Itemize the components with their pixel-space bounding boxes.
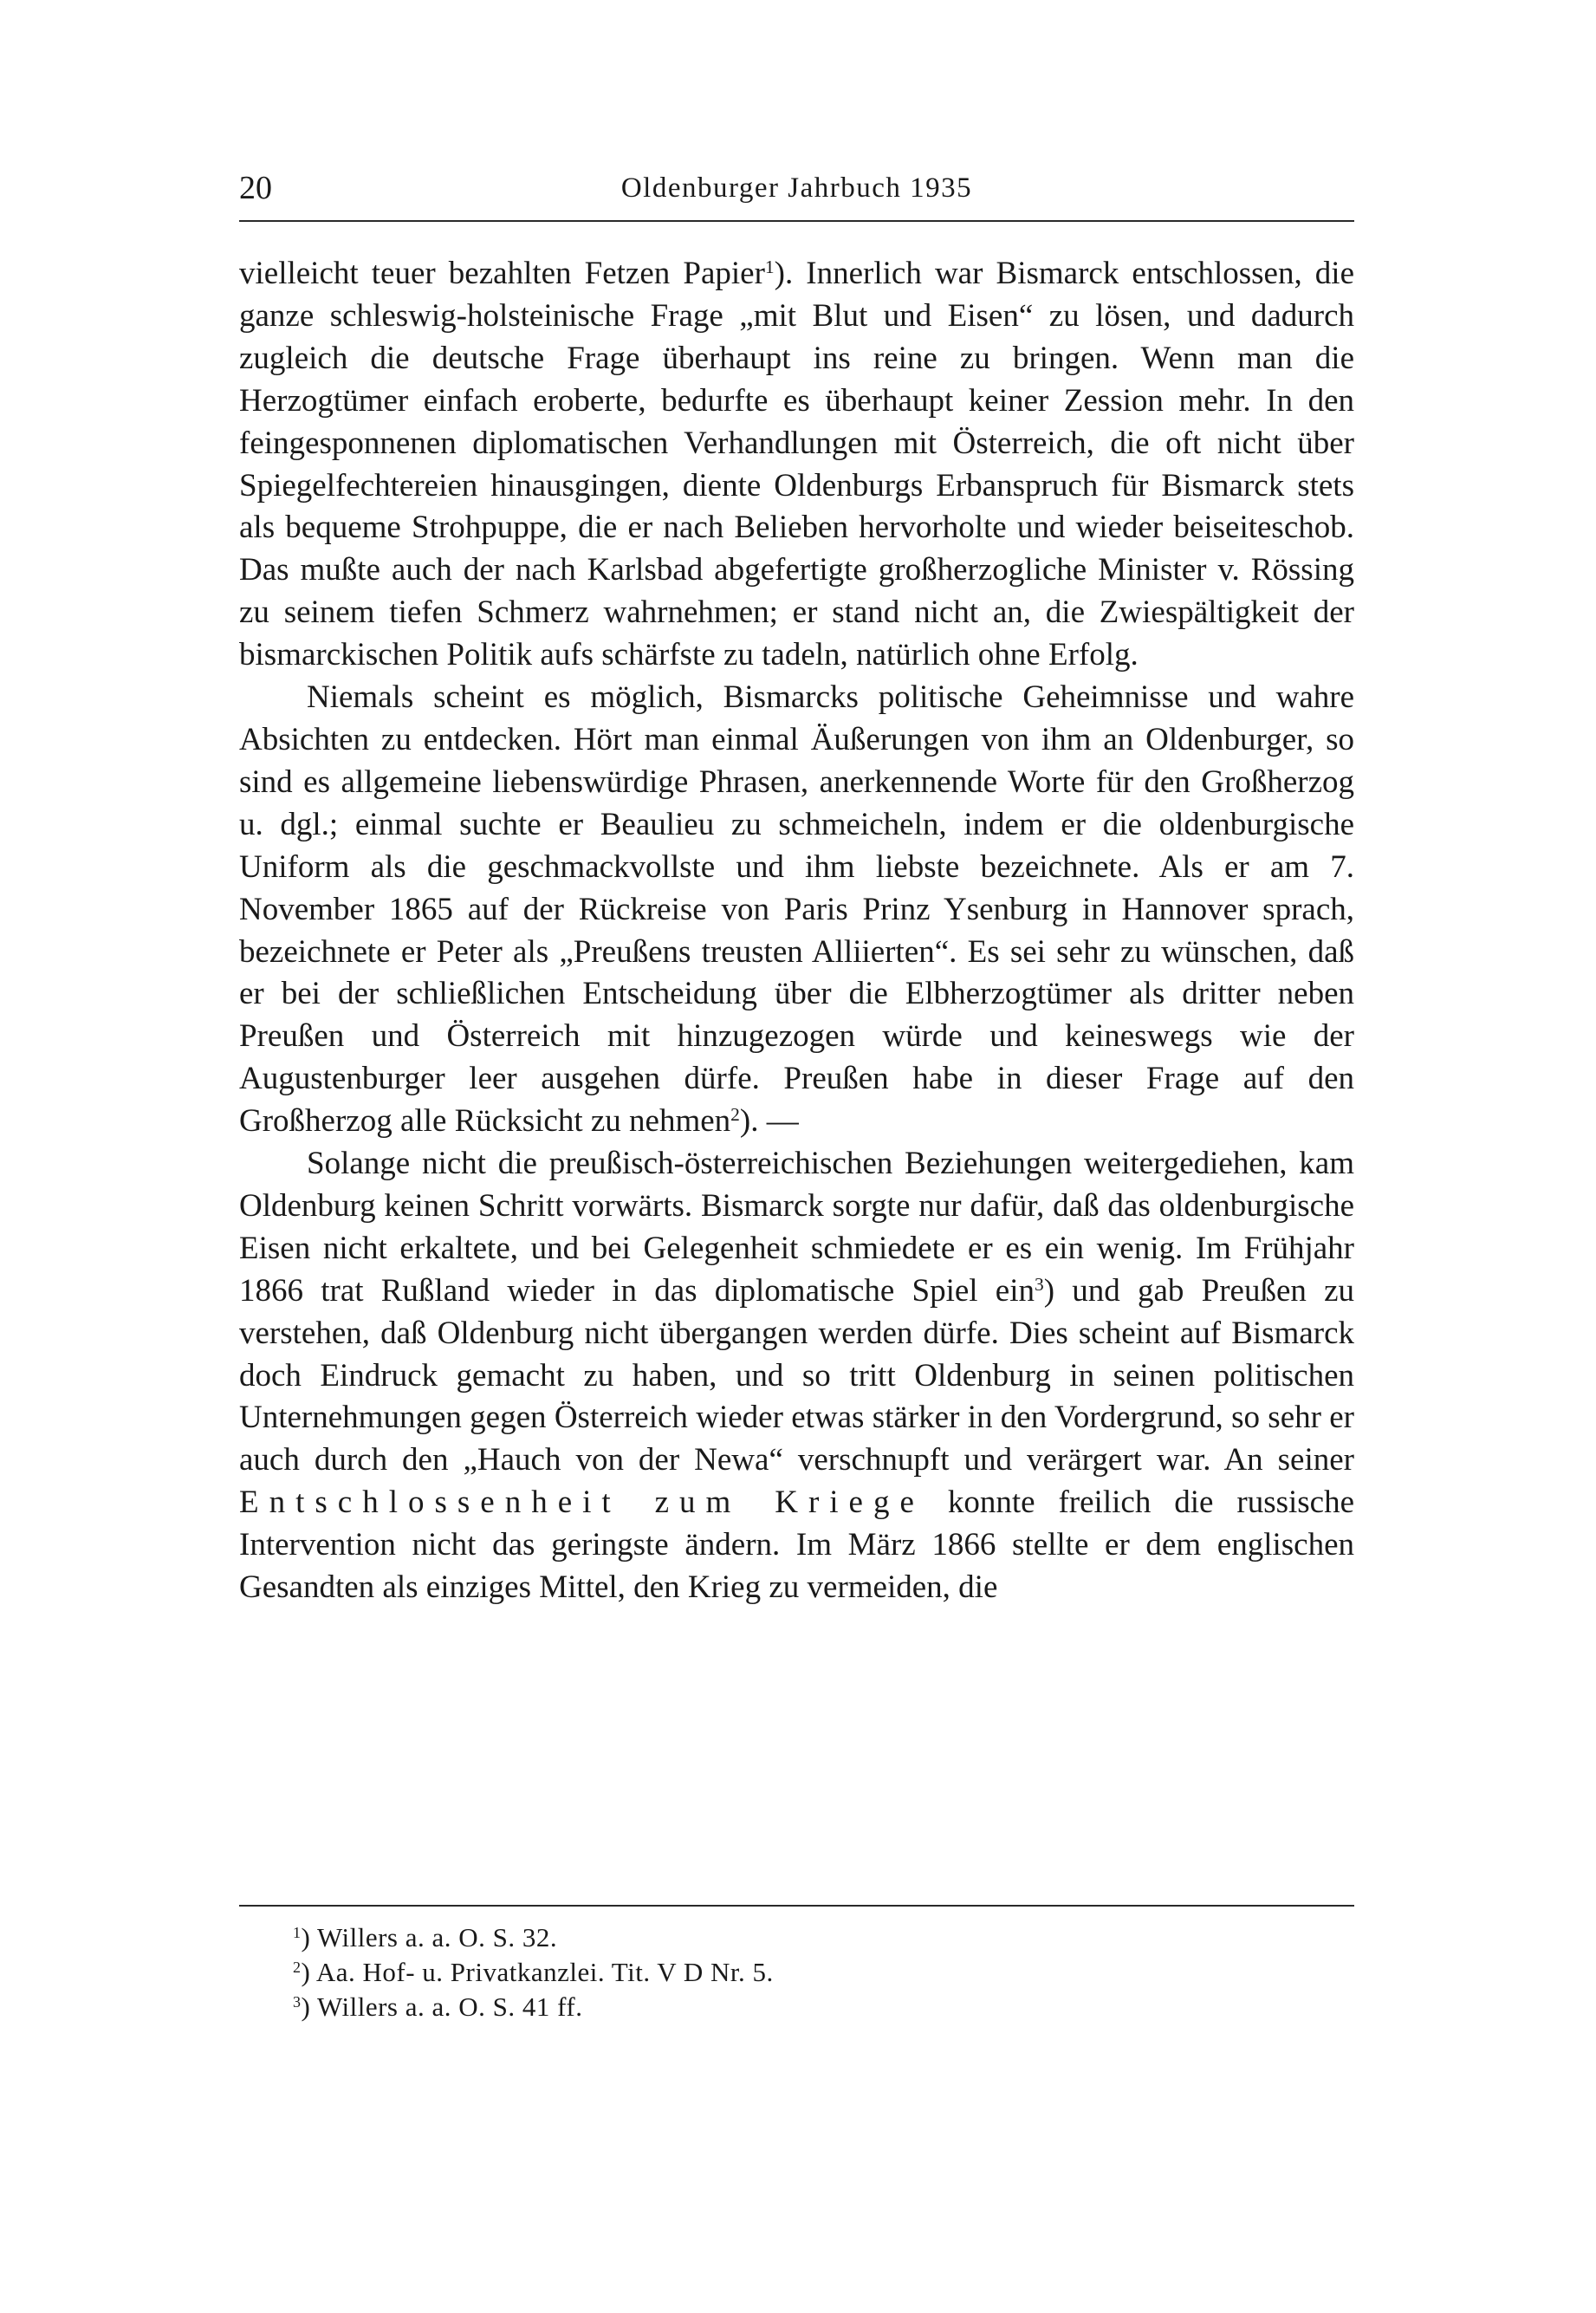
footnote-2 — [293, 1955, 1246, 1990]
footnote-2-marker: 2 — [293, 1959, 302, 1977]
footnote-3-marker: 3 — [293, 1993, 302, 2011]
footnote-ref-3: 3 — [1035, 1273, 1044, 1295]
body-text — [239, 253, 1354, 1609]
page-number: 20 — [239, 170, 272, 206]
page-header — [239, 165, 1354, 211]
footnote-3-text: ) Willers a. a. O. S. 41 ff. — [301, 1991, 583, 2022]
paragraph-3-text-c: konnte freilich die russische Intervention nicht das geringste ändern. Im März 1866 stellte er dem englischen Gesandten als einziges Mittel, den Krieg zu vermeiden, die — [239, 1485, 1355, 1606]
footnote-1-text: ) Willers a. a. O. S. 32. — [301, 1922, 558, 1952]
footnote-ref-1: 1 — [764, 257, 775, 278]
footnote-3 — [293, 1990, 1246, 2024]
footnote-rule — [239, 1905, 1354, 1907]
footnotes — [293, 1920, 1246, 2024]
paragraph-2-text-b: ). — — [739, 1103, 799, 1140]
footnote-1 — [293, 1920, 1246, 1955]
footnote-1-marker: 1 — [293, 1924, 302, 1942]
paragraph-2 — [239, 677, 1354, 1143]
paragraph-3 — [239, 1143, 1354, 1609]
paragraph-1-text-a: vielleicht teuer bezahlten Fetzen Papier — [239, 256, 765, 291]
paragraph-3-text-b: ) und gab Preußen zu verstehen, daß Oldenburg nicht übergangen werden dürfe. Dies scheint auf Bismarck doch Eindruck gemacht zu haben, und so tritt Oldenburg in seinen politischen Unternehmungen gegen Österreich wieder etwas stärker in den Vordergrund, so sehr er auch durch den „Hauch von der Newa“ verschnupft und verärgert war. An seiner — [239, 1272, 1354, 1478]
spaced-emphasis: Entschlossenheit zum Kriege — [239, 1485, 925, 1521]
running-title: Oldenburger Jahrbuch 1935 — [620, 172, 973, 204]
header-rule — [239, 220, 1354, 222]
paragraph-1-text-b: ). Innerlich war Bismarck entschlossen, die ganze schleswig-holsteinische Frage „mit Blut und Eisen“ zu lösen, und dadurch zugleich die deutsche Frage überhaupt ins reine zu bringen. Wenn man die Herzogtümer einfach eroberte, bedurfte es überhaupt keiner Zession mehr. In den feingesponnenen diplomatischen Verhandlungen mit Österreich, die oft nicht über Spiegelfechtereien hinausgingen, diente Oldenburgs Erbanspruch für Bismarck stets als bequeme Strohpuppe, die er nach Belieben hervorholte und wieder beiseiteschob. Das mußte auch der nach Karlsbad abgefertigte großherzogliche Minister v. Rössing zu seinem tiefen Schmerz wahrnehmen; er stand nicht an, die Zwiespältigkeit der bismarckischen Politik aufs schärfste zu tadeln, natürlich ohne Erfolg. — [239, 256, 1354, 673]
footnote-2-text: ) Aa. Hof- u. Privatkanzlei. Tit. V D Nr. 5. — [301, 1957, 774, 1987]
paragraph-3-text-a: Solange nicht die preußisch-österreichischen Beziehungen weitergediehen, kam Oldenburg keinen Schritt vorwärts. Bismarck sorgte nur dafür, daß das oldenburgische Eisen nicht erkaltete, und bei Gelegenheit schmiedete er es ein wenig. Im Frühjahr 1866 trat Rußland wieder in das diplomatische Spiel ein — [239, 1146, 1354, 1309]
paragraph-1 — [239, 253, 1354, 677]
paragraph-2-text-a: Niemals scheint es möglich, Bismarcks politische Geheimnisse und wahre Absichten zu entdecken. Hört man einmal Äußerungen von ihm an Oldenburger, so sind es allgemeine liebenswürdige Phrasen, anerkennende Worte für den Großherzog u. dgl.; einmal suchte er Beaulieu zu schmeicheln, indem er die oldenburgische Uniform als die geschmackvollste und ihm liebste bezeichnete. Als er am 7. November 1865 auf der Rückreise von Paris Prinz Ysenburg in Hannover sprach, bezeichnete er Peter als „Preußens treusten Alliierten“. Es sei sehr zu wünschen, daß er bei der schließlichen Entscheidung über die Elbherzogtümer als dritter neben Preußen und Österreich mit hinzugezogen würde und keineswegs wie der Augustenburger leer ausgehen dürfe. Preußen habe in dieser Frage auf den Großherzog alle Rücksicht zu nehmen — [239, 679, 1354, 1140]
footnote-ref-2: 2 — [730, 1104, 740, 1126]
